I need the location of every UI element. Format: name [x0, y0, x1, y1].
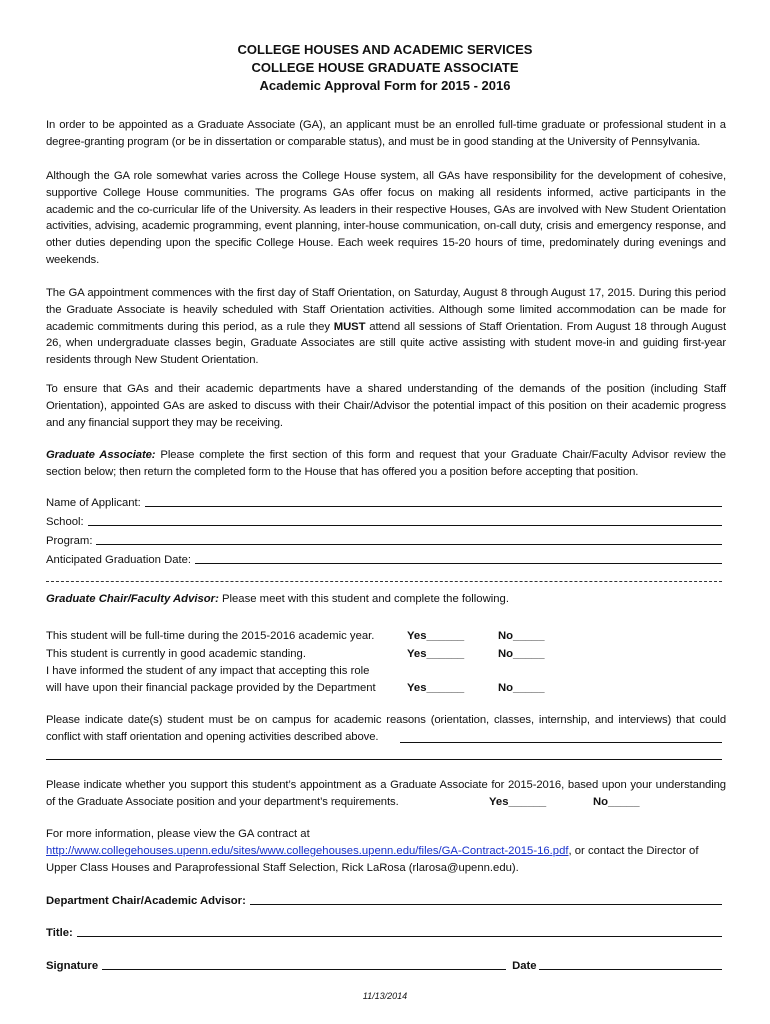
good-standing-no[interactable]: No_____ — [498, 648, 545, 660]
campus-dates-field-continued[interactable] — [46, 748, 722, 760]
school-label: School: — [46, 516, 84, 528]
info-after-link: , or contact the Director of — [568, 845, 699, 857]
question-good-standing: This student is currently in good academic standing. — [46, 648, 306, 660]
program-field[interactable] — [96, 533, 722, 545]
role-paragraph: Although the GA role somewhat varies across the College House system, all GAs have responsibility for the development of cohesive, supportive College House communities. The programs GAs offer focus on making all residents informed, active participants in the academic and the co-curricular life of the University. As leaders in their respective Houses, GAs are involved with New Student Orientation activities, advising, academic programming, event planning, inter-house communication, on-call duty, crisis and emergency response, and other duties depending upon the specific College House. Each week requires 15-20 hours of time, predominately during evenings and weekends. — [46, 170, 726, 266]
appointment-text-a: The GA appointment commences with the first day of Staff Orientation, on Saturday, August 8 through August 17, 2015. During this period the Graduate Associate is heavily scheduled with Staff Orientation activities. Although some limited accommodation can be made for academic commitments during this period, as a rule they — [46, 287, 726, 333]
program-row — [46, 533, 722, 549]
info-line-1: For more information, please view the GA contract at — [46, 828, 310, 840]
must-emphasis: MUST — [333, 320, 366, 333]
eligibility-paragraph: In order to be appointed as a Graduate Associate (GA), an applicant must be an enrolled full-time graduate or professional student in a degree-granting program (or be in dissertation or comparable status), and must be in good standing at the University of Pennsylvania. — [46, 119, 726, 148]
advisor-instructions-text: Please meet with this student and complete the following. — [218, 593, 509, 605]
header-line-2: COLLEGE HOUSE GRADUATE ASSOCIATE — [251, 60, 519, 75]
header-line-1: COLLEGE HOUSES AND ACADEMIC SERVICES — [237, 42, 533, 57]
school-row — [46, 514, 722, 530]
support-no[interactable]: No_____ — [593, 796, 640, 808]
signature-label: Signature — [46, 960, 99, 972]
signature-field[interactable] — [102, 958, 506, 970]
full-time-no[interactable]: No_____ — [498, 630, 545, 642]
campus-dates-field[interactable] — [400, 731, 722, 743]
question-full-time: This student will be full-time during the 2015-2016 academic year. — [46, 630, 375, 642]
chair-row — [46, 893, 722, 909]
support-question: Please indicate whether you support this student’s appointment as a Graduate Associate for 2015-2016, based upon your understanding of the Graduate Associate position and your department’s requirements. — [46, 779, 726, 808]
appointment-text-b: attend all sessions of Staff Orientation. From August 18 through August 26, when undergraduate classes begin, Graduate Associates are still quite active assisting with student move-in and guiding first-year residents through New Student Orientation. — [46, 320, 726, 367]
financial-yes[interactable]: Yes______ — [407, 682, 465, 694]
appointment-paragraph — [46, 285, 726, 369]
contract-link[interactable]: http://www.collegehouses.upenn.edu/sites/www.collegehouses.upenn.edu/files/GA-Contract-2015-16.pdf — [46, 845, 569, 857]
chair-label: Department Chair/Academic Advisor: — [46, 895, 246, 907]
title-field[interactable] — [77, 925, 722, 937]
section-divider — [46, 581, 722, 582]
info-line-3: Upper Class Houses and Paraprofessional Staff Selection, Rick LaRosa (rlarosa@upenn.edu). — [46, 862, 519, 874]
title-row — [46, 925, 722, 941]
date-label: Date — [512, 960, 537, 972]
info-line-2 — [46, 843, 736, 859]
header-line-3: Academic Approval Form for 2015 - 2016 — [259, 78, 511, 93]
signature-row — [46, 958, 722, 974]
chair-field[interactable] — [250, 893, 722, 905]
date-field[interactable] — [539, 958, 722, 970]
ga-instructions-paragraph — [46, 447, 726, 481]
campus-dates-question: Please indicate date(s) student must be on campus for academic reasons (orientation, classes, internship, and interviews) that could conflict with staff orientation and opening activities described above. — [46, 714, 726, 743]
good-standing-yes[interactable]: Yes______ — [407, 648, 465, 660]
ga-label: Graduate Associate: — [46, 449, 156, 461]
applicant-name-label: Name of Applicant: — [46, 497, 141, 509]
form-header — [0, 41, 770, 95]
full-time-yes[interactable]: Yes______ — [407, 630, 465, 642]
graduation-date-field[interactable] — [195, 552, 722, 564]
applicant-name-field[interactable] — [145, 495, 722, 507]
title-label: Title: — [46, 927, 73, 939]
school-field[interactable] — [88, 514, 722, 526]
graduation-date-row — [46, 552, 722, 568]
advisor-label: Graduate Chair/Faculty Advisor: — [46, 593, 219, 605]
graduation-date-label: Anticipated Graduation Date: — [46, 554, 192, 566]
question-financial-line-1: I have informed the student of any impact that accepting this role — [46, 665, 370, 677]
advisor-instructions — [46, 591, 722, 607]
program-label: Program: — [46, 535, 93, 547]
support-yes[interactable]: Yes______ — [489, 796, 547, 808]
applicant-name-row — [46, 495, 722, 511]
understanding-paragraph: To ensure that GAs and their academic departments have a shared understanding of the demands of the position (including Staff Orientation), appointed GAs are asked to discuss with their Chair/Advisor the potential impact of this position on their academic progress and any financial support they may be receiving. — [46, 383, 726, 429]
ga-instructions-text: Please complete the first section of this form and request that your Graduate Chair/Faculty Advisor review the section below; then return the completed form to the House that has offered you a position before accepting that position. — [46, 449, 726, 478]
footer-date: 11/13/2014 — [362, 991, 408, 1001]
question-financial-line-2: will have upon their financial package provided by the Department — [46, 682, 376, 694]
financial-no[interactable]: No_____ — [498, 682, 545, 694]
